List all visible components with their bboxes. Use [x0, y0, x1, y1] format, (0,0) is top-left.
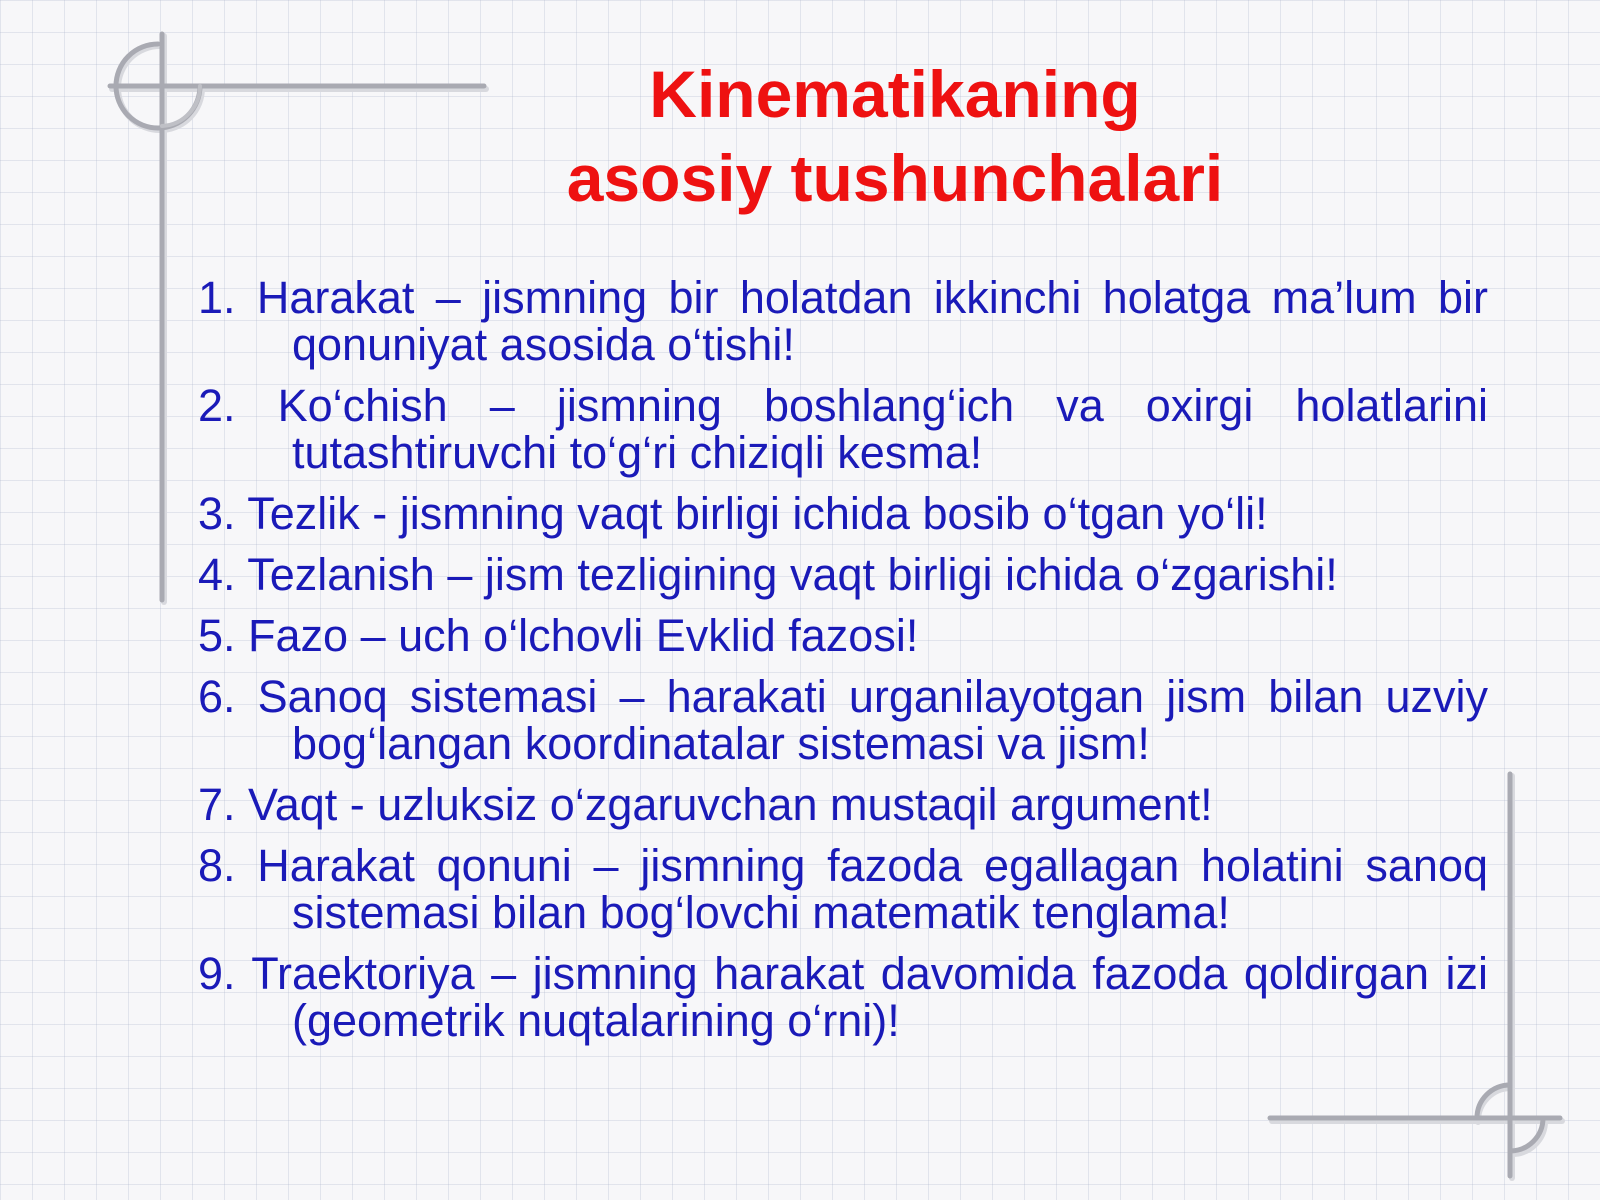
list-item-harakat: 1. Harakat – jismning bir holatdan ikkinchi holatga ma’lum bir qonuniyat asosida o‘tishi! [198, 272, 1488, 370]
page-title [500, 52, 1290, 220]
list-item-harakat-qonuni: 8. Harakat qonuni – jismning fazoda egallagan holatini sanoq sistemasi bilan bog‘lovchi matematik tenglama! [198, 840, 1488, 938]
list-item-kochish: 2. Ko‘chish – jismning boshlang‘ich va oxirgi holatlarini tutashtiruvchi to‘g‘ri chiziqli kesma! [198, 380, 1488, 478]
definitions-list [198, 274, 1488, 1058]
list-item-vaqt: 7. Vaqt - uzluksiz o‘zgaruvchan mustaqil argument! [198, 779, 1213, 830]
title-line-1: Kinematikaning [649, 57, 1141, 131]
list-item-sanoq-sistemasi: 6. Sanoq sistemasi – harakati urganilayotgan jism bilan uzviy bog‘langan koordinatalar sistemasi va jism! [198, 671, 1488, 769]
list-item-traektoriya: 9. Traektoriya – jismning harakat davomida fazoda qoldirgan izi (geometrik nuqtalarining o‘rni)! [198, 948, 1488, 1046]
list-item-tezlanish: 4. Tezlanish – jism tezligining vaqt birligi ichida o‘zgarishi! [198, 549, 1338, 600]
title-line-2: asosiy tushunchalari [566, 141, 1224, 215]
list-item-tezlik: 3. Tezlik - jismning vaqt birligi ichida bosib o‘tgan yo‘li! [198, 488, 1268, 539]
list-item-fazo: 5. Fazo – uch o‘lchovli Evklid fazosi! [198, 610, 919, 661]
